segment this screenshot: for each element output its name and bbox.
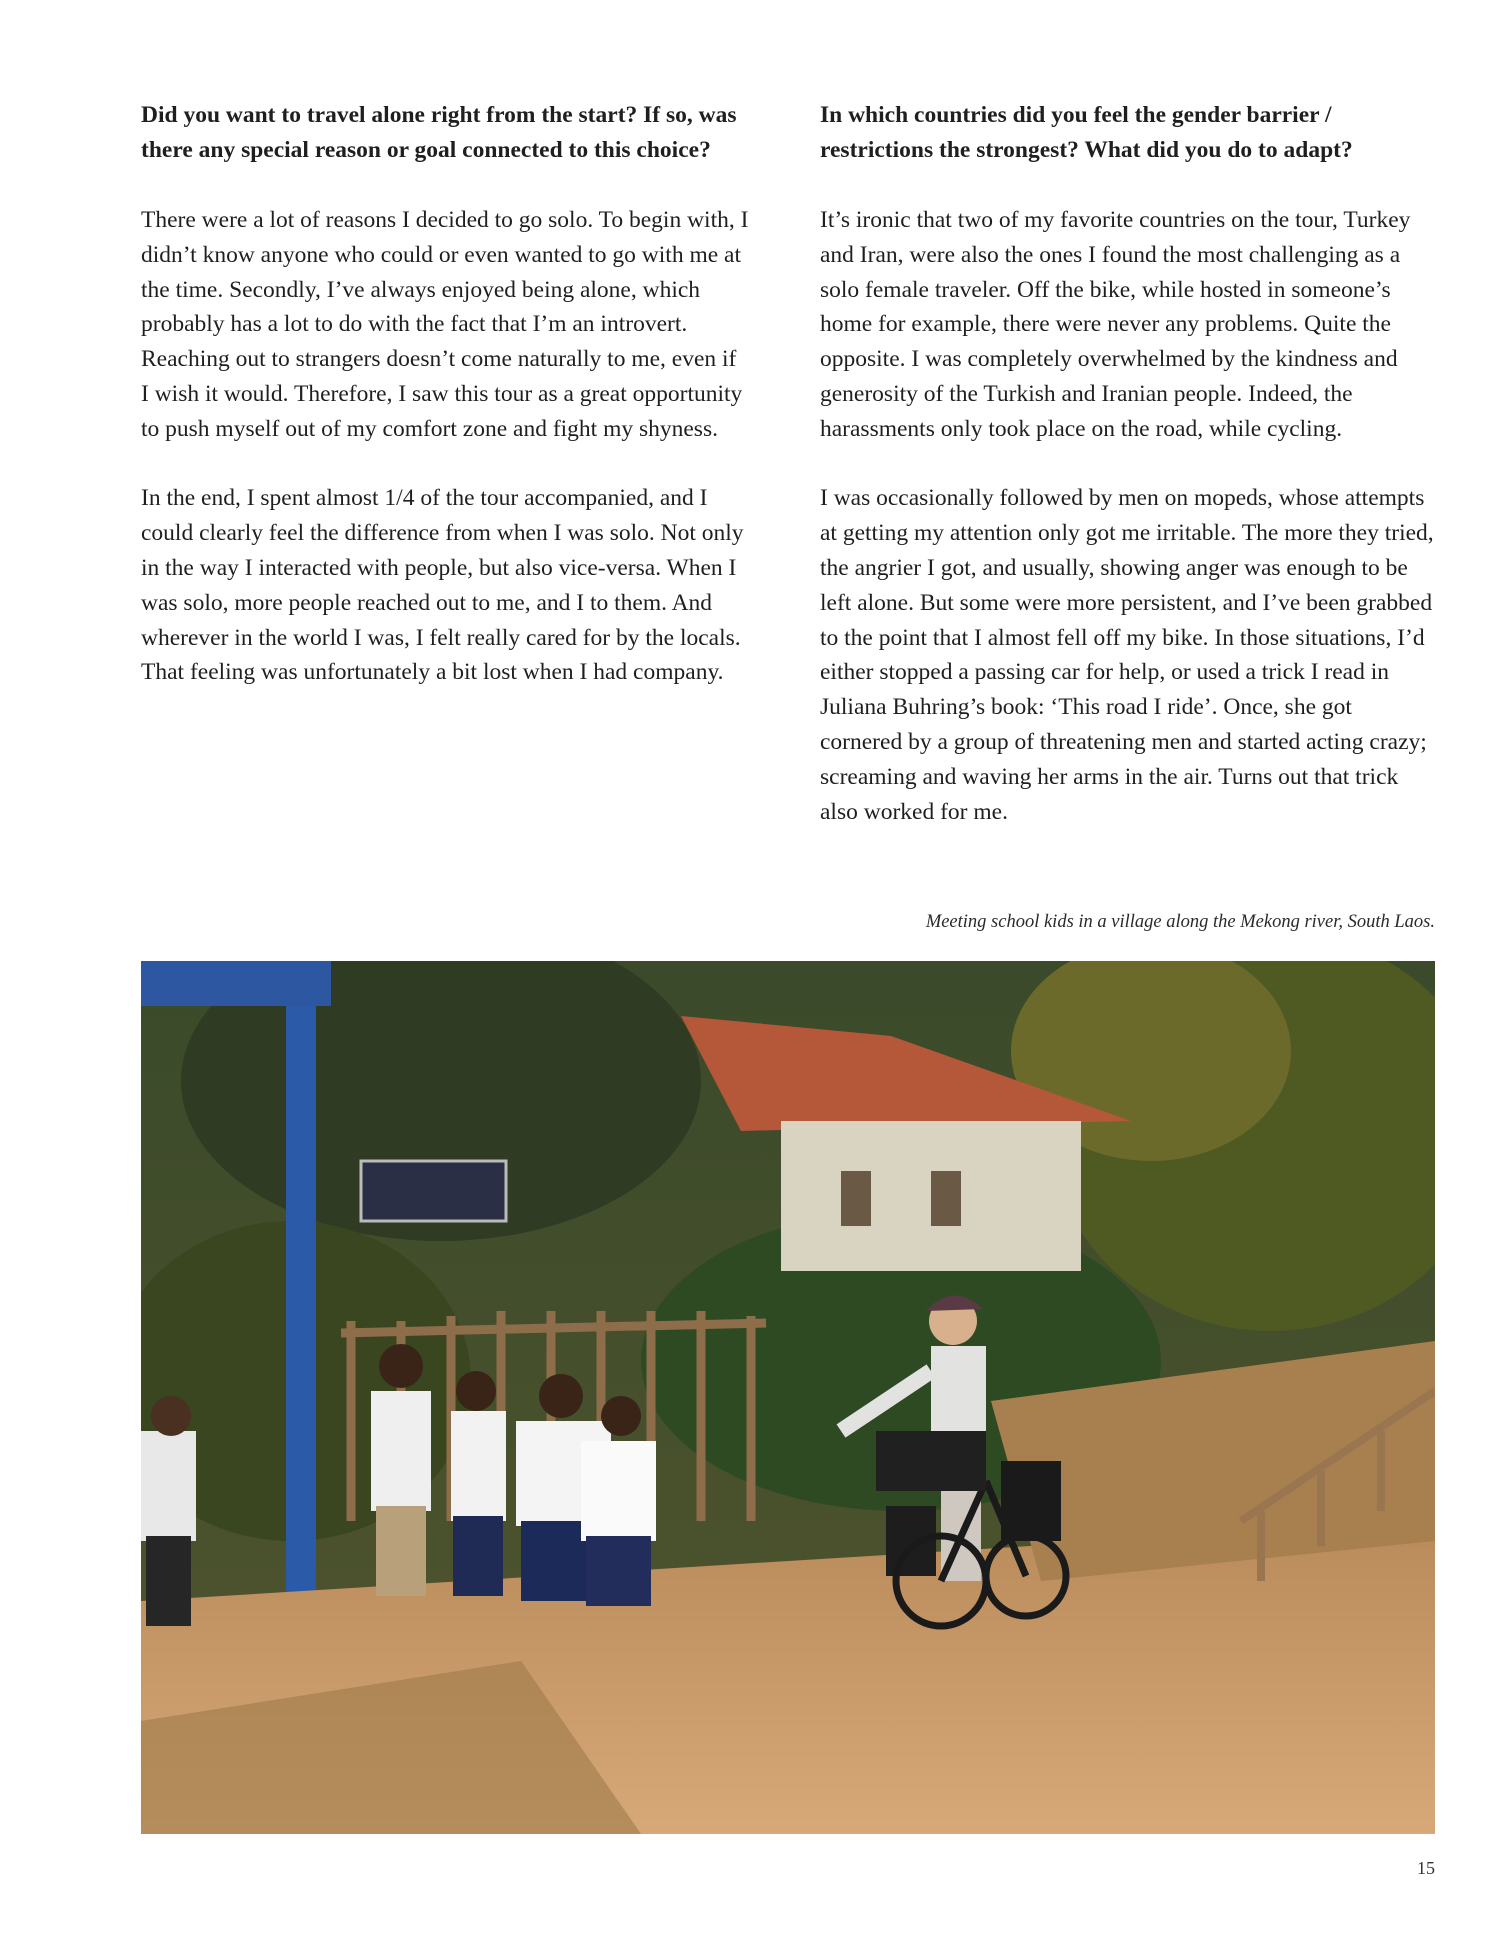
left-paragraph-2: In the end, I spent almost 1/4 of the tour accompanied, and I could clearly feel the difference from when I was solo. Not only in the way I interacted with people, but also vice-versa. When I was solo, more people reached out to me, and I to them. And wherever in the world I was, I felt really cared for by the locals. That feeling was unfortunately a bit lost when I had company. [141,485,744,686]
page-number: 15 [1417,1858,1435,1878]
photo-caption: Meeting school kids in a village along the Mekong river, South Laos. [925,912,1435,932]
left-column [141,98,749,725]
left-question: Did you want to travel alone right from the start? If so, was there any special reason or goal connected to this choice? [141,102,737,163]
left-paragraph-1: There were a lot of reasons I decided to go solo. To begin with, I didn’t know anyone who could or even wanted to go with me at the time. Secondly, I’ve always enjoyed being alone, which probably has a lot to do with the fact that I’m an introvert. Reaching out to strangers doesn’t come naturally to me, even if I wish it would. Therefore, I saw this tour as a great opportunity to push myself out of my comfort zone and fight my shyness. [141,207,749,442]
right-paragraph-1: It’s ironic that two of my favorite countries on the tour, Turkey and Iran, were also the ones I found the most challenging as a solo female traveler. Off the bike, while hosted in someone’s home for example, there were never any problems. Quite the opposite. I was completely overwhelmed by the kindness and generosity of the Turkish and Iranian people. Indeed, the harassments only took place on the road, while cycling. [820,207,1411,442]
right-paragraph-2: I was occasionally followed by men on mopeds, whose attempts at getting my attention only got me irritable. The more they tried, the angrier I got, and usually, showing anger was enough to be left alone. But some were more persistent, and I’ve been grabbed to the point that I almost fell off my bike. In those situations, I’d either stopped a passing car for help, or used a trick I read in Juliana Buhring’s book: ‘This road I ride’. Once, she got cornered by a group of threatening men and started acting crazy; screaming and waving her arms in the air. Turns out that trick also worked for me. [820,485,1434,825]
village-photo [141,961,1435,1834]
right-question: In which countries did you feel the gender barrier / restrictions the strongest? What did you do to adapt? [820,102,1353,163]
right-column [820,98,1438,864]
